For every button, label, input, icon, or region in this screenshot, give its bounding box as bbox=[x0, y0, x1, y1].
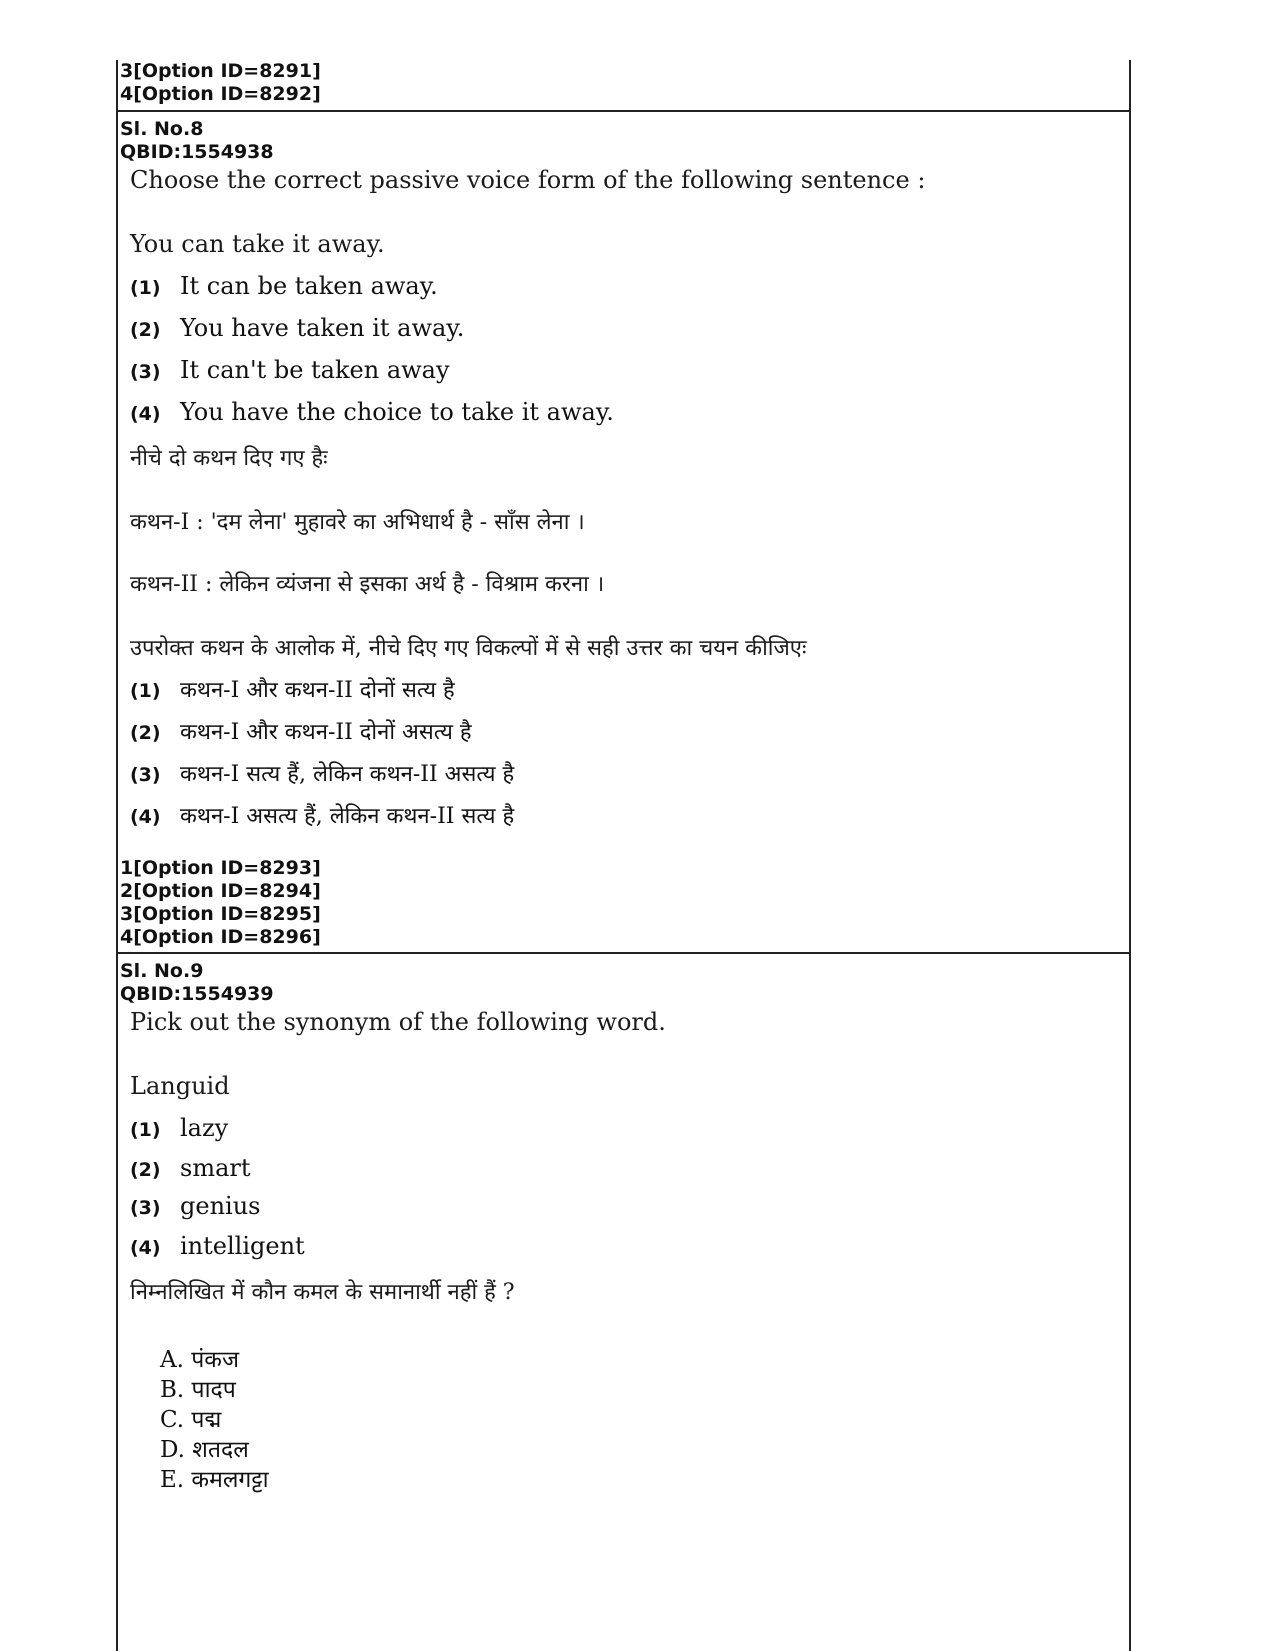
option-number: (2) bbox=[130, 1159, 161, 1181]
option-text: कथन-I सत्य हैं, लेकिन कथन-II असत्य है bbox=[180, 762, 515, 787]
q9-list-item-c: C. पद्म bbox=[160, 1407, 222, 1433]
q8-hi-option-4 bbox=[130, 800, 514, 830]
q8-header bbox=[120, 118, 274, 164]
q9-word: Languid bbox=[130, 1072, 230, 1100]
divider bbox=[118, 952, 1129, 954]
option-text: कथन-I असत्य हैं, लेकिन कथन-II सत्य है bbox=[180, 804, 515, 829]
q9-option-3 bbox=[130, 1192, 260, 1220]
q8-option-4 bbox=[130, 398, 614, 426]
option-text: कथन-I और कथन-II दोनों सत्य है bbox=[180, 678, 455, 703]
q8-prompt-en: Choose the correct passive voice form of the following sentence : bbox=[130, 166, 926, 194]
question-paper-frame bbox=[116, 60, 1131, 1651]
option-number: (1) bbox=[130, 1119, 161, 1141]
q9-prompt-en: Pick out the synonym of the following word. bbox=[130, 1008, 666, 1036]
option-number: (3) bbox=[130, 764, 161, 786]
q9-list-item-e: E. कमलगट्टा bbox=[160, 1467, 269, 1493]
q8-option-1 bbox=[130, 272, 438, 300]
option-id: 4[Option ID=8296] bbox=[120, 926, 321, 948]
q8-option-3 bbox=[130, 356, 450, 384]
q9-prompt-hi: निम्नलिखित में कौन कमल के समानार्थी नहीं हैं ? bbox=[130, 1280, 515, 1305]
option-number: (4) bbox=[130, 403, 161, 425]
sl-no: Sl. No.9 bbox=[120, 960, 204, 982]
q8-statement-2: कथन-II : लेकिन व्यंजना से इसका अर्थ है - विश्राम करना । bbox=[130, 572, 605, 597]
option-number: (1) bbox=[130, 680, 161, 702]
option-text: lazy bbox=[180, 1114, 229, 1142]
option-number: (2) bbox=[130, 319, 161, 341]
option-text: You have the choice to take it away. bbox=[180, 398, 614, 426]
option-number: (4) bbox=[130, 1237, 161, 1259]
q8-hi-option-3 bbox=[130, 758, 514, 788]
option-id: 2[Option ID=8294] bbox=[120, 880, 321, 902]
q8-sentence: You can take it away. bbox=[130, 230, 385, 258]
q8-option-2 bbox=[130, 314, 464, 342]
q9-header bbox=[120, 960, 274, 1006]
option-id: 4[Option ID=8292] bbox=[120, 83, 321, 105]
sl-no: Sl. No.8 bbox=[120, 118, 204, 140]
option-number: (4) bbox=[130, 806, 161, 828]
top-option-ids bbox=[120, 60, 321, 106]
q8-hi-option-2 bbox=[130, 716, 472, 746]
option-text: It can be taken away. bbox=[180, 272, 438, 300]
q8-prompt-hi: नीचे दो कथन दिए गए हैः bbox=[130, 446, 328, 471]
option-text: You have taken it away. bbox=[180, 314, 465, 342]
option-text: genius bbox=[180, 1192, 261, 1220]
q9-option-1 bbox=[130, 1114, 228, 1142]
option-number: (3) bbox=[130, 1197, 161, 1219]
q9-list-item-a: A. पंकज bbox=[160, 1347, 240, 1373]
option-text: कथन-I और कथन-II दोनों असत्य है bbox=[180, 720, 472, 745]
divider bbox=[118, 110, 1129, 112]
option-id: 3[Option ID=8291] bbox=[120, 60, 321, 82]
q8-statement-1: कथन-I : 'दम लेना' मुहावरे का अभिधार्थ है - साँस लेना । bbox=[130, 510, 585, 535]
q8-option-ids bbox=[120, 857, 321, 949]
q9-list-item-b: B. पादप bbox=[160, 1377, 236, 1403]
qbid: QBID:1554938 bbox=[120, 141, 274, 163]
option-number: (3) bbox=[130, 361, 161, 383]
option-id: 1[Option ID=8293] bbox=[120, 857, 321, 879]
qbid: QBID:1554939 bbox=[120, 983, 274, 1005]
option-text: intelligent bbox=[180, 1232, 305, 1260]
option-text: smart bbox=[180, 1154, 251, 1182]
q9-option-2 bbox=[130, 1154, 251, 1182]
q8-instruction: उपरोक्त कथन के आलोक में, नीचे दिए गए विकल्पों में से सही उत्तर का चयन कीजिएः bbox=[130, 636, 807, 661]
q9-option-4 bbox=[130, 1232, 305, 1260]
option-number: (2) bbox=[130, 722, 161, 744]
option-number: (1) bbox=[130, 277, 161, 299]
option-text: It can't be taken away bbox=[180, 356, 450, 384]
q8-hi-option-1 bbox=[130, 674, 455, 704]
option-id: 3[Option ID=8295] bbox=[120, 903, 321, 925]
q9-list-item-d: D. शतदल bbox=[160, 1437, 249, 1463]
